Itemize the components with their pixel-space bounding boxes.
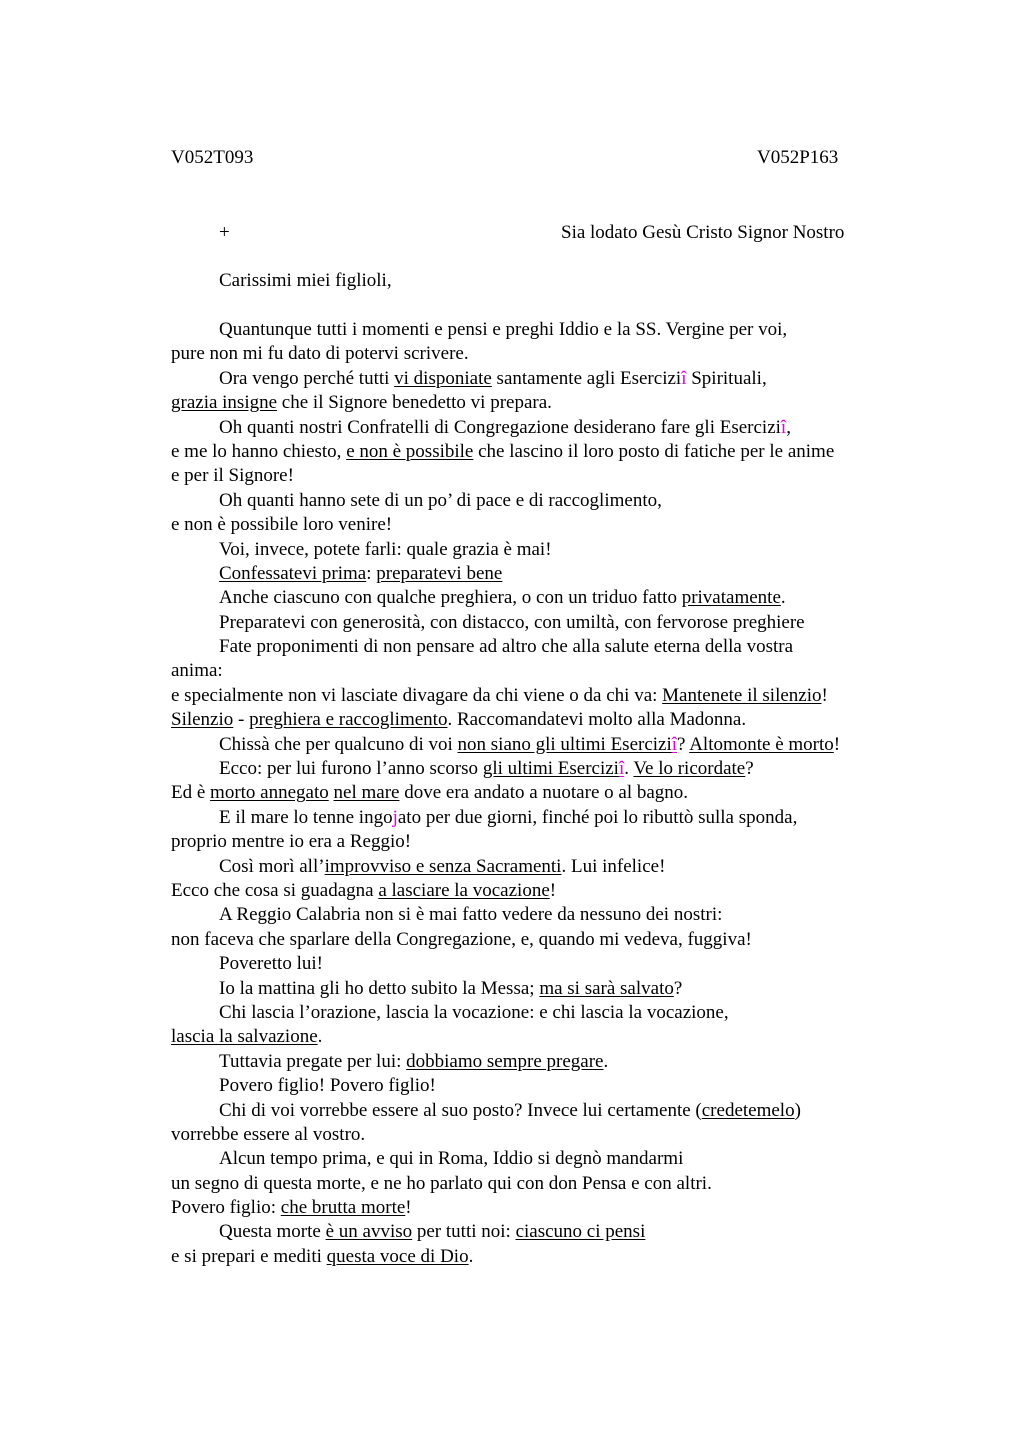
text-segment: Povero figlio: [171,1197,281,1219]
text-line [171,1172,901,1196]
text-line [171,733,901,757]
text-line [171,440,901,464]
text-segment: anima: [171,660,223,682]
text-line [171,659,901,683]
text-segment: Chissà che per qualcuno di voi [219,733,458,755]
text-segment: . [780,587,786,609]
text-line [171,952,901,976]
text-line [171,1196,901,1220]
underlined-phrase: Confessatevi prima [219,562,367,584]
underlined-phrase: che brutta morte [280,1197,406,1219]
text-segment: un segno di questa morte, e ne ho parlato qui con don Pensa e con altri. [171,1172,712,1194]
underlined-phrase: grazia insigne [171,392,278,414]
text-segment: Alcun tempo prima, e qui in Roma, Iddio si degnò mandarmi [219,1148,684,1170]
text-segment: ! [405,1197,412,1219]
text-segment: Oh quanti nostri Confratelli di Congregazione desiderano fare gli Esercizi [219,416,781,438]
text-segment: Ora vengo perché tutti [219,367,395,389]
text-segment: - [233,709,250,731]
text-segment: Poveretto lui! [219,953,323,975]
text-segment: proprio mentre io era a Reggio! [171,831,412,853]
text-line [171,855,901,879]
text-segment: e specialmente non vi lasciate divagare da chi viene o da chi va: [171,684,663,706]
text-segment: vorrebbe essere al vostro. [171,1123,366,1145]
text-segment: per tutti noi: [412,1221,516,1243]
diacritic-marker: j [392,806,398,828]
text-segment: . [468,1245,474,1267]
text-segment: Anche ciascuno con qualche preghiera, o con un triduo fatto [219,587,682,609]
cross-mark: + [219,222,230,243]
text-line [171,367,901,391]
text-line [171,1050,901,1074]
underlined-phrase: Silenzio [171,709,234,731]
text-segment: che il Signore benedetto vi prepara. [277,392,552,414]
text-line [171,1025,901,1049]
underlined-phrase: è un avviso [325,1221,413,1243]
text-segment: e me lo hanno chiesto, [171,440,347,462]
text-segment: , [786,416,791,438]
text-segment: dove era andato a nuotare o al bagno. [399,782,689,804]
text-segment: ? [745,758,754,780]
text-segment: Io la mattina gli ho detto subito la Messa; [219,977,540,999]
underlined-phrase: dobbiamo sempre pregare [406,1050,604,1072]
text-segment: ! [833,733,841,755]
document-code-right: V052P163 [757,147,839,168]
text-segment: Così morì all’ [219,855,325,877]
text-line [171,1074,901,1098]
text-line [171,1123,901,1147]
text-segment: Quantunque tutti i momenti e pensi e preghi Iddio e la SS. Vergine per voi, [219,319,788,340]
text-line [171,903,901,927]
text-segment: ! [821,684,828,706]
text-line [171,318,901,342]
diacritic-marker: î [618,758,625,780]
text-line [171,1220,901,1244]
text-line [171,1001,901,1025]
text-segment: che lascino il loro posto di fatiche per le anime [473,440,835,462]
text-line [171,586,901,610]
text-segment: Povero figlio! Povero figlio! [219,1075,436,1097]
text-line [171,464,901,488]
text-segment: Oh quanti hanno sete di un po’ di pace e di raccoglimento, [219,489,662,511]
text-segment: santamente agli Esercizi [491,367,682,389]
text-segment: . [317,1026,323,1048]
salutation: Carissimi miei figlioli, [219,270,392,291]
diacritic-marker: î [780,416,787,438]
text-line [171,635,901,659]
text-segment: . Lui infelice! [561,855,666,877]
text-line [171,342,901,366]
invocation-heading: Sia lodato Gesù Cristo Signor Nostro [561,222,845,243]
text-segment: pure non mi fu dato di potervi scrivere. [171,343,469,365]
underlined-phrase: Altomonte è morto [689,733,834,755]
text-line [171,562,901,586]
text-segment: . [624,758,634,780]
text-segment: Chi lascia l’orazione, lascia la vocazione: e chi lascia la vocazione, [219,1001,729,1023]
text-line [171,757,901,781]
diacritic-marker: î [671,733,678,755]
underlined-phrase: e non è possibile [346,440,474,462]
text-line [171,806,901,830]
text-line [171,611,901,635]
text-segment: Ecco che cosa si guadagna [171,879,379,901]
text-line [171,1147,901,1171]
text-line [171,928,901,952]
text-line [171,391,901,415]
underlined-phrase: nel mare [333,782,400,804]
underlined-phrase: privatamente [681,587,781,609]
text-segment: . [603,1050,609,1072]
underlined-phrase: ma si sarà salvato [539,977,674,999]
text-segment: e per il Signore! [171,465,294,487]
text-line [171,538,901,562]
text-segment: . Raccomandatevi molto alla Madonna. [447,709,747,731]
underlined-phrase: vi disponiate [394,367,492,389]
text-segment: ? [677,733,690,755]
text-segment: Fate proponimenti di non pensare ad altro che alla salute eterna della vostra [219,636,794,658]
underlined-phrase: improvviso e senza Sacramenti [324,855,562,877]
text-segment: ? [673,977,683,999]
text-segment: : [366,562,377,584]
text-segment: Preparatevi con generosità, con distacco, con umiltà, con fervorose preghiere [219,611,805,633]
text-segment: E il mare lo tenne ingo [219,806,393,828]
underlined-phrase: preparatevi bene [376,562,503,584]
text-line [171,879,901,903]
text-segment: Voi, invece, potete farli: quale grazia è mai! [219,538,552,560]
text-segment: e non è possibile loro venire! [171,514,393,536]
text-line [171,513,901,537]
text-segment: ) [794,1099,801,1121]
text-line [171,1245,901,1269]
text-line [171,781,901,805]
underlined-phrase: preghiera e raccoglimento [249,709,448,731]
text-line [171,416,901,440]
text-segment: Ecco: per lui furono l’anno scorso [219,758,483,780]
underlined-phrase: lascia la salvazione [171,1026,318,1048]
text-segment: Ed è [171,782,211,804]
underlined-phrase: gli ultimi Esercizi [482,758,619,780]
document-code-left: V052T093 [171,147,254,168]
text-segment: Questa morte [219,1221,326,1243]
diacritic-marker: î [681,367,687,389]
text-segment: A Reggio Calabria non si è mai fatto vedere da nessuno dei nostri: [219,904,723,926]
underlined-phrase: a lasciare la vocazione [378,879,550,901]
underlined-phrase: ciascuno ci pensi [515,1221,646,1243]
text-line [171,684,901,708]
underlined-phrase: questa voce di Dio [326,1245,469,1267]
letter-body [171,318,901,1269]
text-segment: ato per due giorni, finché poi lo ributtò sulla sponda, [397,806,798,828]
text-line [171,977,901,1001]
text-line [171,1099,901,1123]
text-line [171,489,901,513]
underlined-phrase: Mantenete il silenzio [662,684,822,706]
underlined-phrase: morto annegato [210,782,329,804]
text-segment: ! [549,879,557,901]
underlined-phrase: Ve lo ricordate [633,758,746,780]
text-line [171,708,901,732]
text-segment: Chi di voi vorrebbe essere al suo posto? Invece lui certamente ( [219,1099,702,1121]
underlined-phrase: credetemelo [701,1099,795,1121]
text-segment: Tuttavia pregate per lui: [219,1050,407,1072]
text-segment: Spirituali, [686,367,767,389]
text-segment: non faceva che sparlare della Congregazione, e, quando mi vedeva, fuggiva! [171,928,752,950]
text-segment: e si prepari e mediti [171,1245,327,1267]
underlined-phrase: non siano gli ultimi Esercizi [457,733,672,755]
text-line [171,830,901,854]
